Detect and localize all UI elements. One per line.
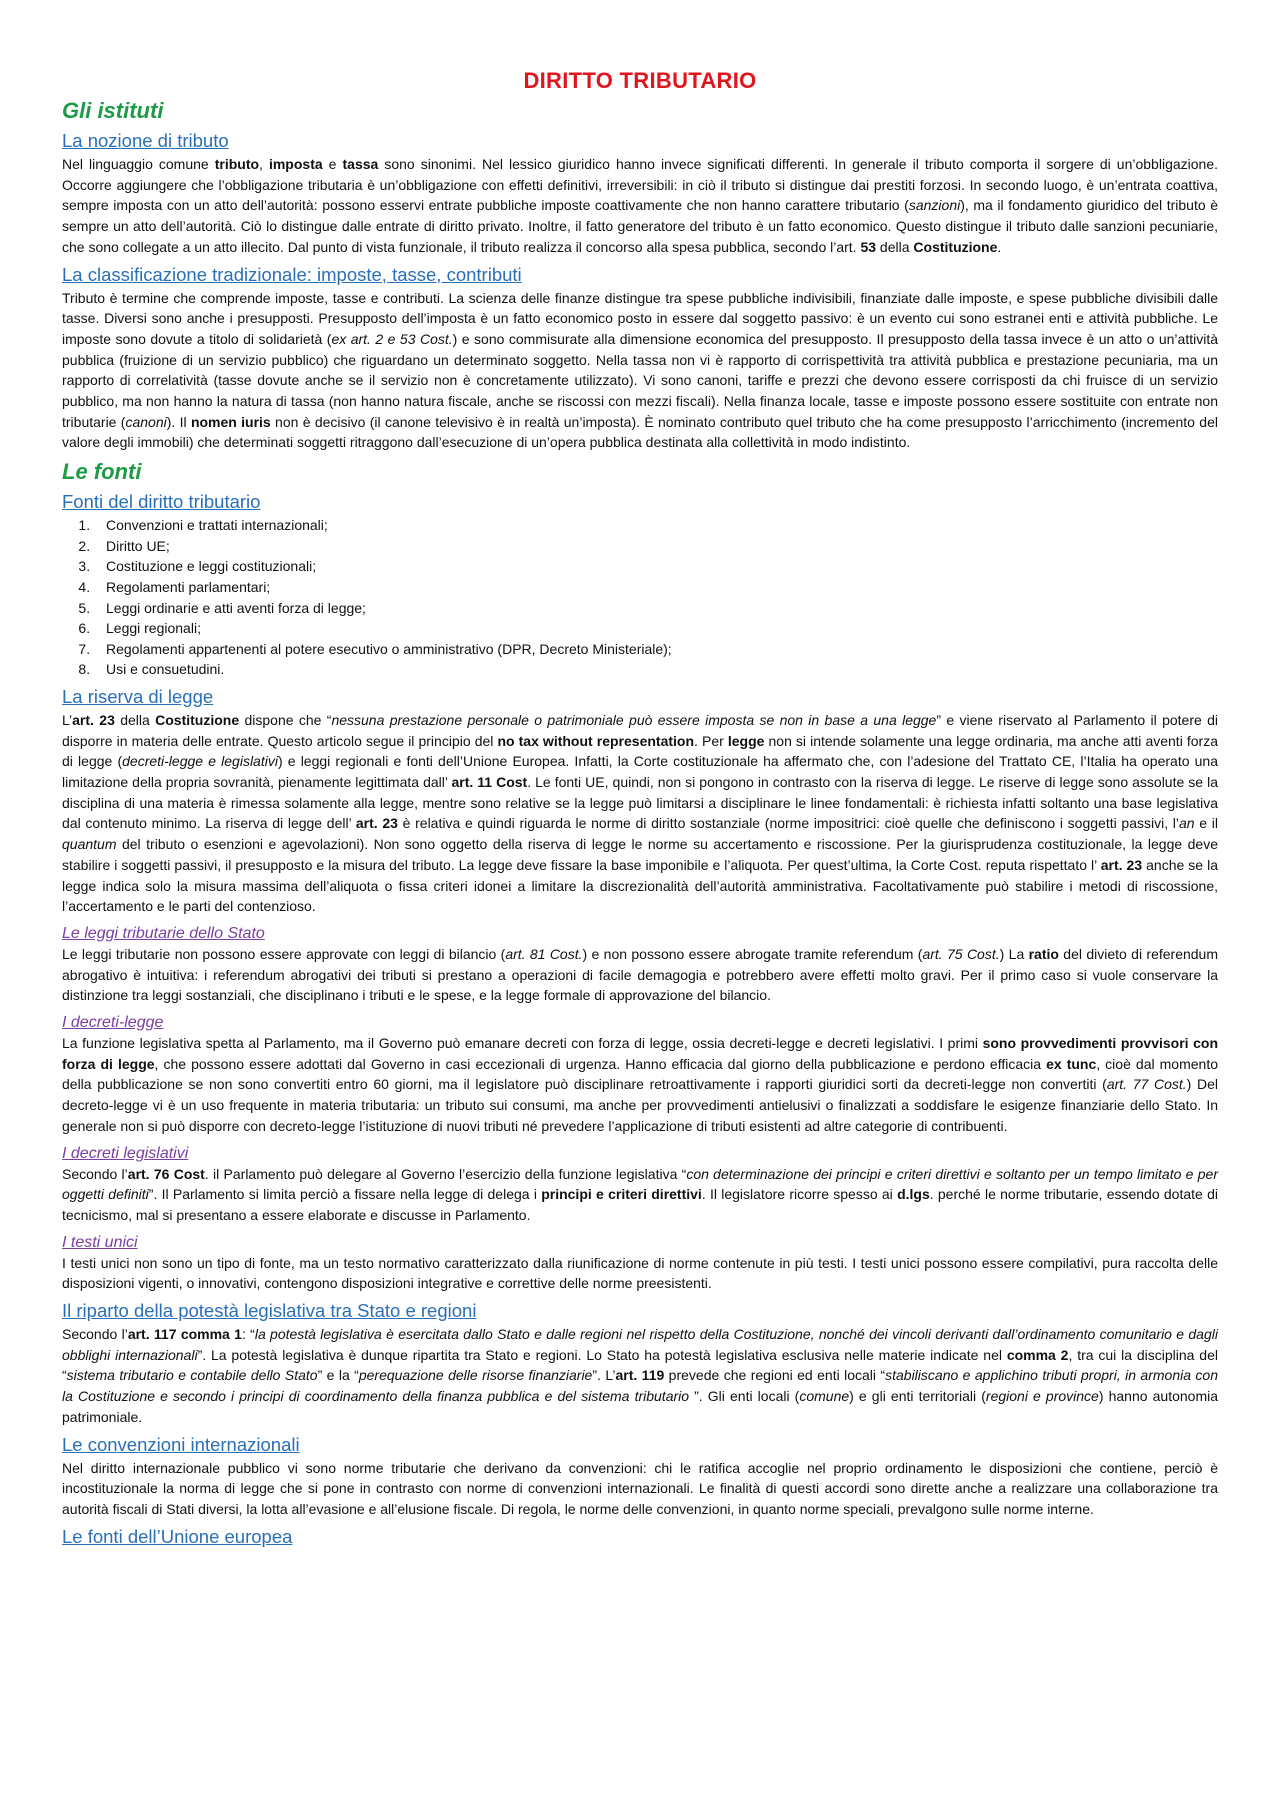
list-item: 2. Diritto UE; xyxy=(94,536,1218,557)
paragraph-leggi-stato: Le leggi tributarie non possono essere approvate con leggi di bilancio (art. 81 Cost.) e non possono essere abrogate tramite referendum (art. 75 Cost.) La ratio del divieto di referendum abrogativo è intuitiva: i referendum abrogativi dei tributi si prestano a operazioni di facile demagogia e potrebbero avere effetti molto gravi. Per il primo caso si vuole conservare la distinzione tra leggi sostanziali, che disciplinano i tributi e le spese, e la legge formale di approvazione del bilancio. xyxy=(62,945,1219,1004)
list-item: 5. Leggi ordinarie e atti aventi forza di legge; xyxy=(94,598,1218,619)
paragraph-classificazione: Tributo è termine che comprende imposte, tasse e contributi. La scienza delle finanze distingue tra spese pubbliche indivisibili, finanziate dalle imposte, e spese pubbliche divisibili dalle tasse. Diversi sono anche i presupposti. Presupposto dell’imposta è un fatto economico posto in essere dal soggetto passivo: è un evento cui sono estranei enti e attività pubbliche. Le imposte sono dovute a titolo di solidarietà (ex art. 2 e 53 Cost.) e sono commisurate alla dimensione economica del presupposto. Il presupposto della tassa invece è un atto o un’attività pubblica (fruizione di un servizio pubblico) che riguardano un determinato soggetto. Nella tassa non vi è rapporto di corrispettività tra attività pubblica e prestazione pecuniaria, ma un rapporto di correlatività (tasse dovute anche se il servizio non è concretamente utilizzato). Vi sono canoni, tariffe e prezzi che devono essere corrisposti da chi fruisce di un servizio pubblico, ma non hanno la natura di tassa (non hanno natura fiscale, anche se riscossi con mezzi fiscali). Nella finanza locale, tasse e imposte possono essere sostituite con entrate non tributarie (canoni). Il nomen iuris non è decisivo (il canone televisivo è in realtà un’imposta). È nominato contributo quel tributo che ha come presupposto l’arricchimento (incremento del valore degli immobili) che determinati soggetti ritraggono dall’esecuzione di un’opera pubblica destinata alla collettività in modo indistinto. xyxy=(62,289,1218,451)
list-item: 3. Costituzione e leggi costituzionali; xyxy=(94,556,1218,577)
paragraph-convenzioni: Nel diritto internazionale pubblico vi sono norme tributarie che derivano da convenzioni: chi le ratifica accoglie nel proprio ordinamento le disposizioni che contiene, perciò è incostituzionale la norma di legge che si pone in contrasto con norme di convenzioni internazionali. Le finalità di questi accordi sono dirette anche a realizzare una collaborazione tra autorità fiscali di Stati diversi, la lotta all’evasione e all’elusione fiscale. Di regola, le norme delle convenzioni, in quanto norme speciali, prevalgono sulle norme interne. xyxy=(62,1459,1218,1517)
subheading-nozione-di-tributo: La nozione di tributo xyxy=(62,130,229,151)
subheading-fonti-unione-europea: Le fonti dell’Unione europea xyxy=(62,1525,293,1547)
list-item: 4. Regolamenti parlamentari; xyxy=(94,577,1218,598)
subheading-riparto-potesta: Il riparto della potestà legislativa tra Stato e regioni xyxy=(62,1300,477,1322)
paragraph-testi-unici: I testi unici non sono un tipo di fonte, ma un testo normativo caratterizzato dalla riunificazione di norme contenute in più testi. I testi unici possono essere compilativi, pura raccolta delle disposizioni vigenti, o innovativi, contengono disposizioni integrative e correttive delle norme preesistenti. xyxy=(62,1254,1218,1292)
subheading-decreti-legislativi: I decreti legislativi xyxy=(62,1144,189,1162)
fonti-list xyxy=(62,515,1218,680)
document-title: DIRITTO TRIBUTARIO xyxy=(523,68,757,93)
subheading-fonti-diritto-tributario: Fonti del diritto tributario xyxy=(62,491,261,513)
subheading-leggi-tributarie-stato: Le leggi tributarie dello Stato xyxy=(62,924,265,942)
section-heading-istituti: Gli istituti xyxy=(62,98,164,123)
list-item: 7. Regolamenti appartenenti al potere esecutivo o amministrativo (DPR, Decreto Ministeriale); xyxy=(94,639,1218,660)
list-item: 1. Convenzioni e trattati internazionali; xyxy=(94,515,1218,536)
subheading-decreti-legge: I decreti-legge xyxy=(62,1014,164,1032)
paragraph-nozione: Nel linguaggio comune tributo, imposta e tassa sono sinonimi. Nel lessico giuridico hanno invece significati differenti. In generale il tributo comporta il sorgere di un’obbligazione. Occorre aggiungere che l’obbligazione tributaria è un’obbligazione con effetti definitivi, irreversibili: in ciò il tributo si distingue dai prestiti forzosi. In secondo luogo, è un’entrata coattiva, sempre imposta con un atto dell’autorità: possono esservi entrate pubbliche imposte coattivamente che non hanno carattere tributario (sanzioni), ma il fondamento giuridico del tributo è sempre un atto dell’autorità. Ciò lo distingue dalle entrate di diritto privato. Inoltre, il fatto generatore del tributo è un fatto economico. Questo distingue il tributo dalle sanzioni pecuniarie, che sono collegate a un atto illecito. Dal punto di vista funzionale, il tributo realizza il concorso alla spesa pubblica, secondo l’art. 53 della Costituzione. xyxy=(62,156,1218,255)
subheading-classificazione: La classificazione tradizionale: imposte, tasse, contributi xyxy=(62,263,522,285)
paragraph-riserva: L’art. 23 della Costituzione dispone che “nessuna prestazione personale o patrimoniale può essere imposta se non in base a una legge” e viene riservato al Parlamento il potere di disporre in materia delle entrate. Questo articolo segue il principio del no tax without representation. Per legge non si intende solamente una legge ordinaria, ma anche atti aventi forza di legge (decreti-legge e legislativi) e leggi regionali e fonti dell’Unione Europea. Infatti, la Corte costituzionale ha affermato che, con l’adesione del Trattato CE, l’Italia ha operato una limitazione della propria sovranità, pienamente legittimata dall’ art. 11 Cost. Le fonti UE, quindi, non si pongono in contrasto con la riserva di legge. Le riserve di legge sono assolute se la disciplina di una materia è rimessa solamente alla legge, mentre sono relative se la legge può limitarsi a disciplinare le linee fondamentali: è richiesta infatti soltanto una base legislativa dal contenuto minimo. La riserva di legge dell’ art. 23 è relativa e quindi riguarda le norme di diritto sostanziale (norme impositrici: cioè quelle che definiscono i soggetti passivi, l’an e il quantum del tributo o esenzioni e agevolazioni). Non sono oggetto della riserva di legge le norme su accertamento e riscossione. Per la giurisprudenza costituzionale, la legge deve stabilire i soggetti passivi, il presupposto e la misura del tributo. La legge deve fissare la base imponibile e l’aliquota. Per quest’ultima, la Corte Cost. reputa rispettato l’ art. 23 anche se la legge indica solo la misura massima dell’aliquota o fissa criteri idonei a limitare la discrezionalità dell’autorità amministrativa. Facoltativamente può stabilire i metodi di riscossione, l’accertamento e le parti del contenzioso. xyxy=(62,711,1219,915)
paragraph-decreti-legislativi: Secondo l’art. 76 Cost. il Parlamento può delegare al Governo l’esercizio della funzione legislativa “con determinazione dei principi e criteri direttivi e soltanto per un tempo limitato e per oggetti definiti”. Il Parlamento si limita perciò a fissare nella legge di delega i principi e criteri direttivi. Il legislatore ricorre spesso ai d.lgs. perché le norme tributarie, essendo dotate di tecnicismo, mal si presentano a essere elaborate e discusse in Parlamento. xyxy=(62,1165,1218,1223)
subheading-convenzioni-internazionali: Le convenzioni internazionali xyxy=(62,1433,300,1455)
subheading-riserva-di-legge: La riserva di legge xyxy=(62,685,214,707)
list-item: 6. Leggi regionali; xyxy=(94,618,1218,639)
subheading-testi-unici: I testi unici xyxy=(62,1233,138,1251)
list-item: 8. Usi e consuetudini. xyxy=(94,659,1218,680)
document-page xyxy=(62,0,1218,1548)
section-heading-fonti: Le fonti xyxy=(62,459,142,485)
paragraph-decreti-legge: La funzione legislativa spetta al Parlamento, ma il Governo può emanare decreti con forza di legge, ossia decreti-legge e decreti legislativi. I primi sono provvedimenti provvisori con forza di legge, che possono essere adottati dal Governo in casi eccezionali di urgenza. Hanno efficacia dal giorno della pubblicazione e perdono efficacia ex tunc, cioè dal momento della pubblicazione se non sono convertiti entro 60 giorni, ma il legislatore può disciplinare retroattivamente i rapporti giuridici sorti da decreti-legge non convertiti (art. 77 Cost.) Del decreto-legge vi è un uso frequente in materia tributaria: un tributo sui consumi, ma anche per provvedimenti antielusivi o finalizzati a soddisfare le esigenze finanziarie dello Stato. In generale non si può disporre con decreto-legge l’istituzione di nuovi tributi né prevedere l’applicazione di tributi esistenti ad altre categorie di contribuenti. xyxy=(62,1035,1219,1134)
paragraph-riparto: Secondo l’art. 117 comma 1: “la potestà legislativa è esercitata dallo Stato e dalle regioni nel rispetto della Costituzione, nonché dei vincoli derivanti dall’ordinamento comunitario e dagli obblighi internazionali”. La potestà legislativa è dunque ripartita tra Stato e regioni. Lo Stato ha potestà legislativa esclusiva nelle materie indicate nel comma 2, tra cui la disciplina del “sistema tributario e contabile dello Stato” e la “perequazione delle risorse finanziarie”. L’art. 119 prevede che regioni ed enti locali “stabiliscano e applichino tributi propri, in armonia con la Costituzione e secondo i principi di coordinamento della finanza pubblica e del sistema tributario ”. Gli enti locali (comune) e gli enti territoriali (regioni e province) hanno autonomia patrimoniale. xyxy=(62,1326,1219,1425)
